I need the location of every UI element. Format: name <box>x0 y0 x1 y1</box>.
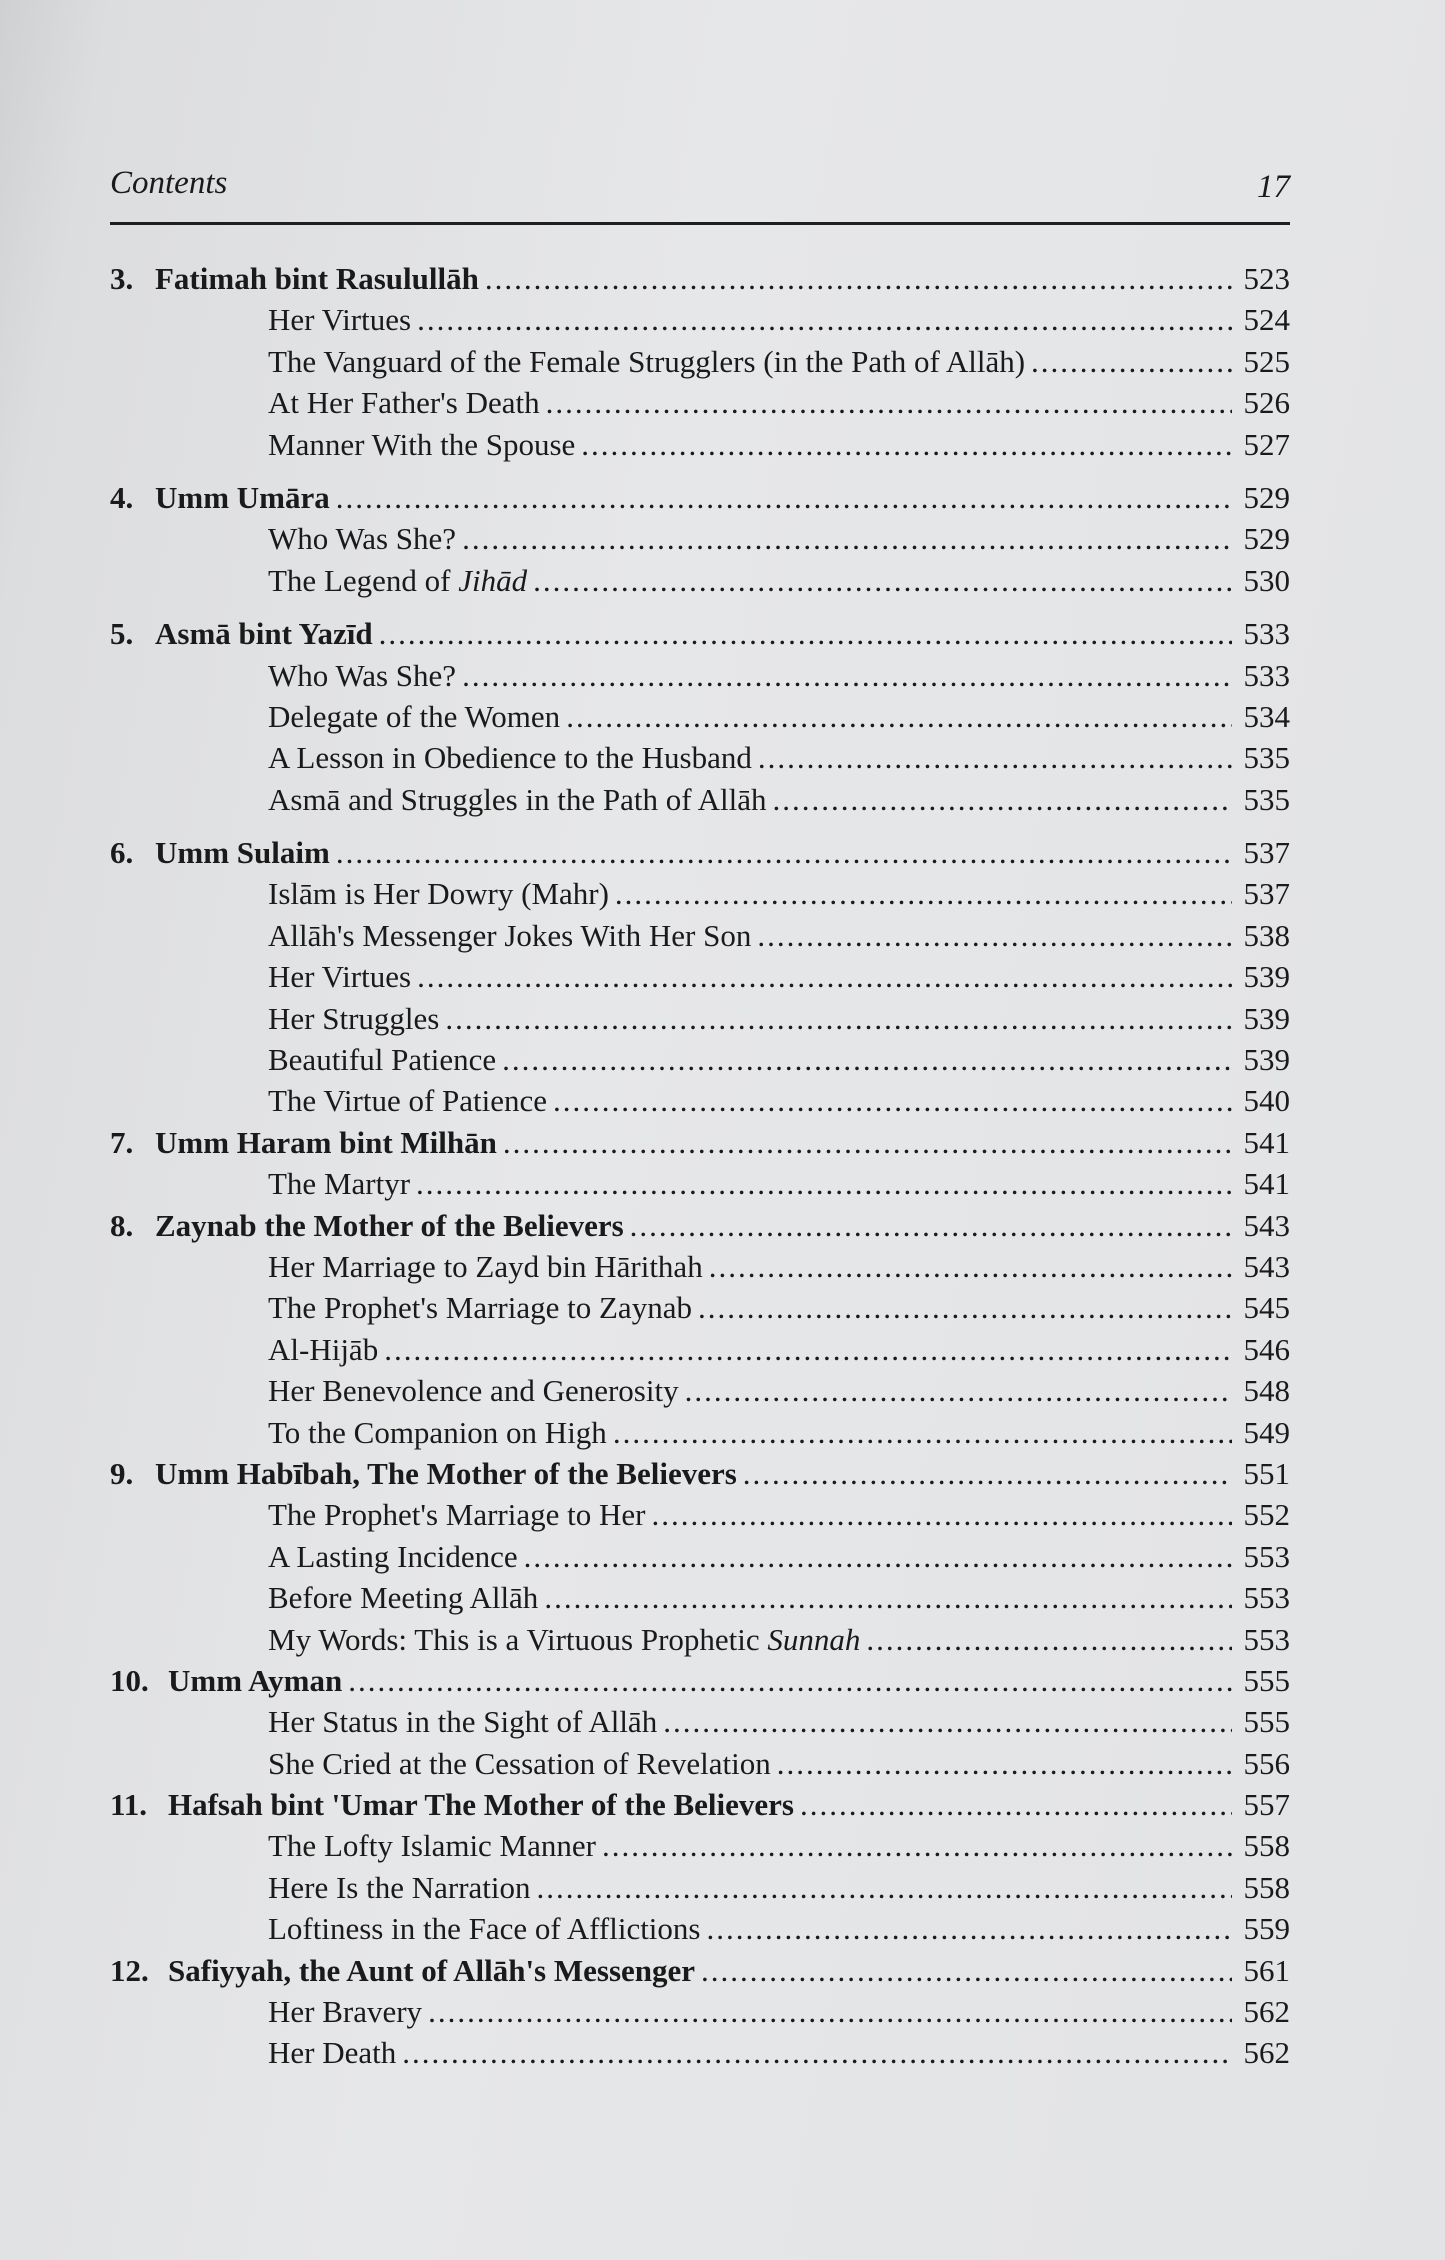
dot-leader <box>524 1536 1232 1577</box>
dot-leader <box>685 1370 1232 1411</box>
entry-title <box>268 1577 538 1618</box>
toc-section-entry <box>110 560 1290 601</box>
entry-page-number: 541 <box>1243 1166 1290 1202</box>
entry-page-number: 533 <box>1243 616 1290 652</box>
dot-leader <box>663 1701 1232 1742</box>
entry-title <box>268 382 540 423</box>
toc-section-entry <box>110 1701 1290 1742</box>
entry-page-number: 545 <box>1243 1290 1290 1326</box>
entry-title-text: The Legend of <box>268 562 459 598</box>
entry-title <box>268 1743 771 1784</box>
dot-leader <box>613 1412 1232 1453</box>
toc-section-entry <box>110 998 1290 1039</box>
entry-page-number: 553 <box>1243 1621 1290 1657</box>
entry-page-number: 553 <box>1243 1580 1290 1616</box>
entry-title <box>268 779 767 820</box>
chapter-number: 10. <box>110 1662 149 1698</box>
entry-title-text: To the Companion on High <box>268 1414 607 1450</box>
entry-title <box>268 1825 596 1866</box>
entry-title <box>268 1039 496 1080</box>
entry-page-number: 529 <box>1243 479 1290 515</box>
toc-section-entry <box>110 737 1290 778</box>
toc-section-entry <box>110 518 1290 559</box>
entry-page-number: 549 <box>1243 1414 1290 1450</box>
entry-page-number: 535 <box>1243 781 1290 817</box>
entry-title <box>268 873 609 914</box>
toc-chapter-entry <box>110 1122 1290 1163</box>
entry-title <box>268 518 456 559</box>
dot-leader <box>707 1908 1233 1949</box>
entry-page-number: 543 <box>1243 1248 1290 1284</box>
entry-title-text: Beautiful Patience <box>268 1042 497 1078</box>
toc-section-entry <box>110 1743 1290 1784</box>
entry-page-number: 538 <box>1243 917 1290 953</box>
entry-title <box>268 1163 410 1204</box>
entry-title <box>268 1991 422 2032</box>
toc-section-entry <box>110 1494 1290 1535</box>
chapter-number: 7. <box>110 1124 134 1160</box>
page-number: 17 <box>1257 169 1290 205</box>
chapter-number: 8. <box>110 1207 134 1243</box>
entry-title-text: Her Virtues <box>268 302 412 338</box>
entry-title-text: The Prophet's Marriage to Her <box>268 1497 646 1533</box>
dot-leader <box>336 832 1232 873</box>
entry-page-number: 555 <box>1243 1662 1290 1698</box>
entry-page-number: 546 <box>1243 1331 1290 1367</box>
toc-section-entry <box>110 2032 1290 2073</box>
dot-leader <box>462 655 1232 696</box>
dot-leader <box>348 1660 1232 1701</box>
entry-page-number: 551 <box>1243 1455 1290 1491</box>
entry-title-text: Allāh's Messenger Jokes With Her Son <box>268 917 752 953</box>
entry-title-italic: Jihād <box>458 562 528 598</box>
entry-title-text: Umm Ayman <box>168 1662 343 1698</box>
entry-title <box>268 998 439 1039</box>
entry-page-number: 523 <box>1243 261 1290 296</box>
entry-title-text: Umm Haram bint Milhān <box>155 1124 497 1160</box>
entry-title <box>155 477 330 518</box>
entry-title-text: Manner With the Spouse <box>268 426 576 462</box>
entry-title-text: My Words: This is a Virtuous Prophetic <box>268 1621 768 1657</box>
dot-leader <box>743 1453 1232 1494</box>
entry-title-text: The Martyr <box>268 1166 411 1202</box>
entry-page-number: 539 <box>1243 1000 1290 1036</box>
entry-title-text: Safiyyah, the Aunt of Allāh's Messenger <box>168 1952 696 1988</box>
entry-title-text: The Vanguard of the Female Strugglers (in the Path of Allāh) <box>268 343 1026 379</box>
entry-title <box>268 1080 547 1121</box>
entry-title-text: Zaynab the Mother of the Believers <box>155 1207 624 1243</box>
entry-title <box>268 655 456 696</box>
dot-leader <box>428 1991 1232 2032</box>
entry-title-text: Her Death <box>268 2035 397 2071</box>
dot-leader <box>336 477 1232 518</box>
entry-title <box>268 1412 607 1453</box>
toc-section-entry <box>110 1163 1290 1204</box>
entry-page-number: 555 <box>1243 1704 1290 1740</box>
chapter-number: 11. <box>110 1787 148 1823</box>
toc-chapter-entry <box>110 1660 1290 1701</box>
dot-leader <box>773 779 1232 820</box>
dot-leader <box>866 1619 1232 1660</box>
toc-section-entry <box>110 424 1290 465</box>
toc-section-entry <box>110 1867 1290 1908</box>
dot-leader <box>417 299 1232 340</box>
entry-page-number: 527 <box>1243 426 1290 462</box>
entry-title <box>155 613 373 654</box>
toc-section-entry <box>110 1991 1290 2032</box>
entry-page-number: 534 <box>1243 698 1290 734</box>
entry-title <box>268 956 411 997</box>
dot-leader <box>566 696 1232 737</box>
dot-leader <box>533 560 1232 601</box>
entry-title-text: The Lofty Islamic Manner <box>268 1828 596 1864</box>
entry-title <box>268 1370 679 1411</box>
entry-title <box>268 1287 692 1328</box>
entry-title <box>268 1536 518 1577</box>
toc-section-entry <box>110 341 1290 382</box>
chapter-number: 3. <box>110 261 134 296</box>
dot-leader <box>602 1825 1232 1866</box>
dot-leader <box>709 1246 1232 1287</box>
entry-page-number: 562 <box>1243 1994 1290 2030</box>
entry-title-text: Her Marriage to Zayd bin Hārithah <box>268 1248 703 1284</box>
entry-title <box>268 1908 701 1949</box>
dot-leader <box>384 1329 1232 1370</box>
chapter-number: 12. <box>110 1952 149 1988</box>
entry-title <box>155 1122 497 1163</box>
toc-section-entry <box>110 1329 1290 1370</box>
toc-section-entry <box>110 1825 1290 1866</box>
toc-chapter-entry <box>110 1205 1290 1246</box>
entry-title-text: The Prophet's Marriage to Zaynab <box>268 1290 692 1326</box>
entry-title <box>268 1494 645 1535</box>
entry-title-text: The Virtue of Patience <box>268 1083 548 1119</box>
dot-leader <box>701 1950 1232 1991</box>
chapter-number: 9. <box>110 1455 134 1491</box>
toc-section-entry <box>110 696 1290 737</box>
toc-section-entry <box>110 1577 1290 1618</box>
entry-page-number: 557 <box>1243 1787 1290 1823</box>
toc-section-entry <box>110 1039 1290 1080</box>
toc-chapter-entry <box>110 832 1290 873</box>
entry-title-text: Her Bravery <box>268 1994 423 2030</box>
entry-title-text: Umm Umāra <box>155 479 330 515</box>
toc-chapter-entry <box>110 1453 1290 1494</box>
toc-section-entry <box>110 299 1290 340</box>
entry-title <box>268 341 1025 382</box>
toc-section-entry <box>110 1536 1290 1577</box>
dot-leader <box>503 1122 1232 1163</box>
entry-title-text: Her Benevolence and Generosity <box>268 1373 679 1409</box>
entry-title-text: Umm Sulaim <box>155 835 330 871</box>
page-header <box>110 165 1290 225</box>
dot-leader <box>379 613 1232 654</box>
toc-section-entry <box>110 1080 1290 1121</box>
entry-title-text: Al-Hijāb <box>268 1331 379 1367</box>
dot-leader <box>546 382 1232 423</box>
dot-leader <box>416 1163 1232 1204</box>
header-rule <box>110 222 1290 225</box>
entry-page-number: 535 <box>1243 740 1290 776</box>
dot-leader <box>553 1080 1232 1121</box>
entry-title <box>155 258 479 299</box>
entry-title <box>268 1867 531 1908</box>
toc-chapter-entry <box>110 1784 1290 1825</box>
dot-leader <box>698 1287 1232 1328</box>
dot-leader <box>757 915 1232 956</box>
dot-leader <box>544 1577 1232 1618</box>
toc-section-entry <box>110 1619 1290 1660</box>
entry-title <box>268 915 751 956</box>
chapter-number: 4. <box>110 479 134 515</box>
chapter-number: 6. <box>110 835 134 871</box>
dot-leader <box>651 1494 1232 1535</box>
dot-leader <box>445 998 1232 1039</box>
entry-title <box>268 696 560 737</box>
entry-title-text: Asmā bint Yazīd <box>155 616 373 652</box>
entry-title <box>168 1950 695 1991</box>
entry-page-number: 548 <box>1243 1373 1290 1409</box>
entry-title <box>268 2032 396 2073</box>
entry-page-number: 558 <box>1243 1828 1290 1864</box>
entry-page-number: 524 <box>1243 302 1290 338</box>
entry-page-number: 529 <box>1243 521 1290 557</box>
dot-leader <box>462 518 1232 559</box>
entry-title-text: A Lesson in Obedience to the Husband <box>268 740 752 776</box>
entry-title <box>268 1329 378 1370</box>
entry-title-text: Asmā and Struggles in the Path of Allāh <box>268 781 767 817</box>
toc-section-entry <box>110 1370 1290 1411</box>
entry-page-number: 533 <box>1243 657 1290 693</box>
dot-leader <box>630 1205 1232 1246</box>
entry-title-text: Hafsah bint 'Umar The Mother of the Believers <box>168 1787 794 1823</box>
entry-page-number: 552 <box>1243 1497 1290 1533</box>
entry-page-number: 540 <box>1243 1083 1290 1119</box>
toc-section-entry <box>110 915 1290 956</box>
entry-page-number: 526 <box>1243 385 1290 421</box>
entry-title-text: Here Is the Narration <box>268 1869 531 1905</box>
dot-leader <box>758 737 1232 778</box>
toc-chapter-entry <box>110 258 1290 299</box>
chapter-number: 5. <box>110 616 134 652</box>
entry-page-number: 556 <box>1243 1745 1290 1781</box>
entry-page-number: 539 <box>1243 1042 1290 1078</box>
entry-title-text: Delegate of the Women <box>268 698 561 734</box>
entry-title <box>268 1619 860 1660</box>
entry-title <box>268 1701 657 1742</box>
dot-leader <box>537 1867 1232 1908</box>
dot-leader <box>1031 341 1232 382</box>
toc-section-entry <box>110 956 1290 997</box>
entry-title-text: Islām is Her Dowry (Mahr) <box>268 876 609 912</box>
entry-title <box>268 560 527 601</box>
toc-section-entry <box>110 1412 1290 1453</box>
entry-page-number: 537 <box>1243 876 1290 912</box>
entry-title <box>168 1660 342 1701</box>
entry-title <box>155 1453 737 1494</box>
toc-section-entry <box>110 382 1290 423</box>
entry-title-text: Loftiness in the Face of Afflictions <box>268 1911 701 1947</box>
entry-title-text: A Lasting Incidence <box>268 1538 518 1574</box>
entry-page-number: 530 <box>1243 562 1290 598</box>
running-title: Contents <box>110 165 228 201</box>
toc-chapter-entry <box>110 477 1290 518</box>
dot-leader <box>777 1743 1232 1784</box>
dot-leader <box>402 2032 1232 2073</box>
entry-title-text: She Cried at the Cessation of Revelation <box>268 1745 771 1781</box>
entry-title-text: At Her Father's Death <box>268 385 540 421</box>
entry-page-number: 525 <box>1243 343 1290 379</box>
entry-page-number: 562 <box>1243 2035 1290 2071</box>
entry-title-text: Who Was She? <box>268 657 457 693</box>
dot-leader <box>581 424 1232 465</box>
table-of-contents <box>110 258 1290 2074</box>
toc-chapter-entry <box>110 1950 1290 1991</box>
toc-section-entry <box>110 655 1290 696</box>
entry-title-text: Her Status in the Sight of Allāh <box>268 1704 658 1740</box>
toc-section-entry <box>110 1246 1290 1287</box>
entry-title <box>268 424 575 465</box>
entry-title-text: Umm Habībah, The Mother of the Believers <box>155 1455 737 1491</box>
entry-title-text: Before Meeting Allāh <box>268 1580 539 1616</box>
entry-title-text: Her Struggles <box>268 1000 440 1036</box>
entry-title-text: Her Virtues <box>268 959 412 995</box>
entry-title-italic: Sunnah <box>767 1621 861 1657</box>
entry-title <box>168 1784 794 1825</box>
entry-title <box>268 299 411 340</box>
entry-page-number: 543 <box>1243 1207 1290 1243</box>
entry-page-number: 558 <box>1243 1869 1290 1905</box>
dot-leader <box>502 1039 1232 1080</box>
entry-page-number: 561 <box>1243 1952 1290 1988</box>
dot-leader <box>485 258 1232 299</box>
dot-leader <box>615 873 1232 914</box>
entry-page-number: 539 <box>1243 959 1290 995</box>
entry-title-text: Fatimah bint Rasulullāh <box>155 261 479 296</box>
entry-title <box>268 737 752 778</box>
entry-title-text: Who Was She? <box>268 521 457 557</box>
entry-title <box>155 1205 624 1246</box>
dot-leader <box>417 956 1232 997</box>
dot-leader <box>800 1784 1232 1825</box>
toc-section-entry <box>110 1287 1290 1328</box>
entry-page-number: 559 <box>1243 1911 1290 1947</box>
entry-title <box>155 832 330 873</box>
entry-page-number: 553 <box>1243 1538 1290 1574</box>
toc-section-entry <box>110 1908 1290 1949</box>
entry-page-number: 537 <box>1243 835 1290 871</box>
toc-section-entry <box>110 873 1290 914</box>
toc-section-entry <box>110 779 1290 820</box>
toc-chapter-entry <box>110 613 1290 654</box>
entry-title <box>268 1246 703 1287</box>
entry-page-number: 541 <box>1243 1124 1290 1160</box>
